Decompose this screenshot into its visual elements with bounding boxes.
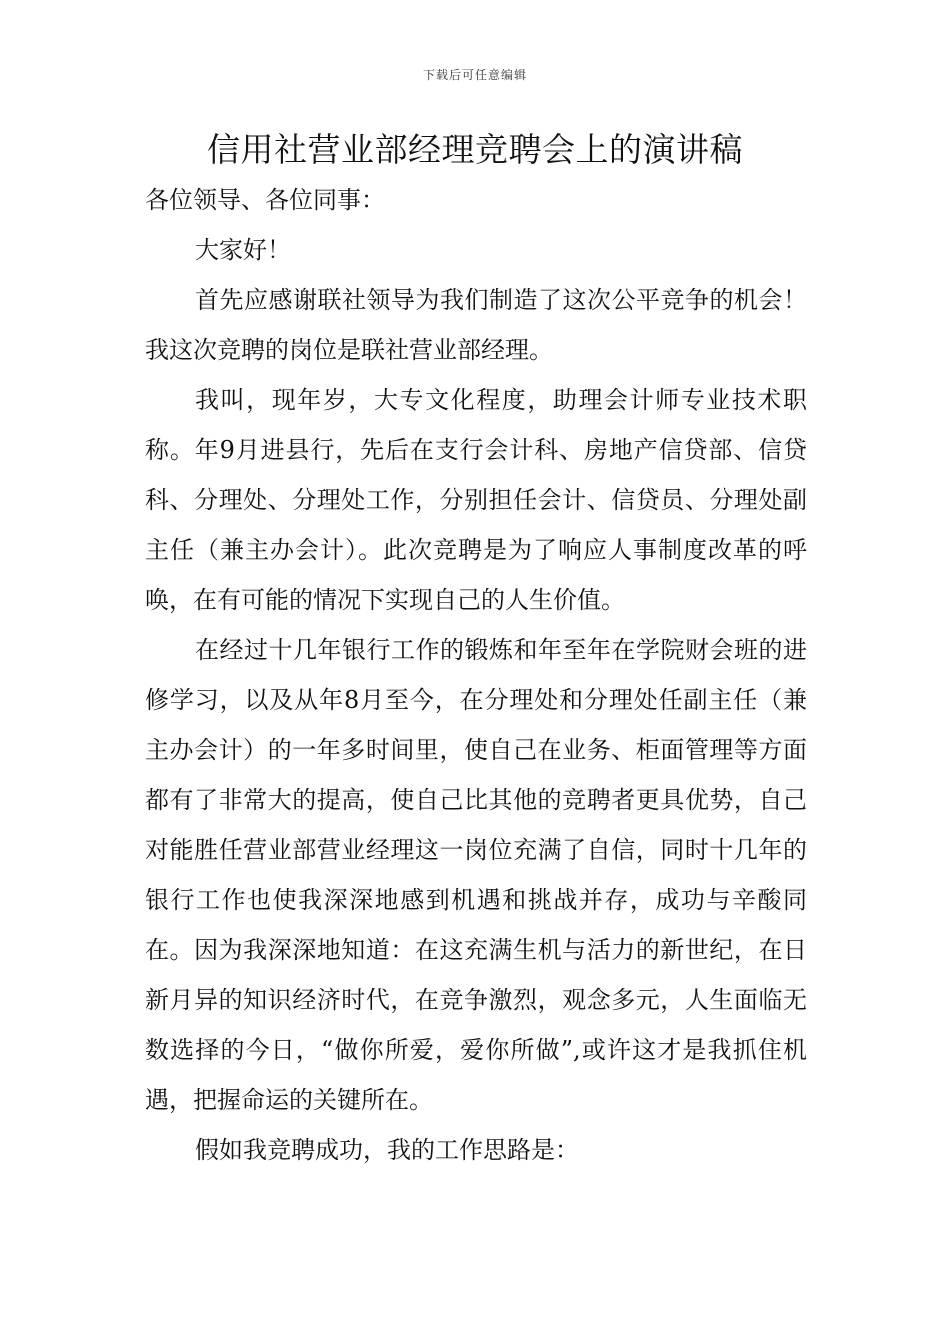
header-note: 下载后可任意编辑: [422, 68, 527, 82]
document-body: [145, 175, 807, 1175]
paragraph-work-plan: 假如我竞聘成功，我的工作思路是：: [195, 1136, 579, 1164]
paragraph-background: 我叫，现年岁，大专文化程度，助理会计师专业技术职称。年9月进县行，先后在支行会计科、房地产信贷部、信贷科、分理处、分理处工作，分别担任会计、信贷员、分理处副主任（兼主办会计）。此次竞聘是为了响应人事制度改革的呼唤，在有可能的情况下实现自己的人生价值。: [145, 386, 807, 614]
paragraph-thanks: 首先应感谢联社领导为我们制造了这次公平竞争的机会！我这次竞聘的岗位是联社营业部经理。: [145, 286, 807, 364]
document-title: 信用社营业部经理竞聘会上的演讲稿: [207, 130, 743, 169]
paragraph-experience: 在经过十几年银行工作的锻炼和年至年在学院财会班的进修学习，以及从年8月至今，在分理处和分理处任副主任（兼主办会计）的一年多时间里，使自己在业务、柜面管理等方面都有了非常大的提高，使自己比其他的竞聘者更具优势，自己对能胜任营业部营业经理这一岗位充满了自信，同时十几年的银行工作也使我深深地感到机遇和挑战并存，成功与辛酸同在。因为我深深地知道：在这充满生机与活力的新世纪，在日新月异的知识经济时代，在竞争激烈，观念多元，人生面临无数选择的今日，“做你所爱，爱你所做”,或许这才是我抓住机遇，把握命运的关键所在。: [145, 636, 807, 1114]
salutation: 各位领导、各位同事：: [145, 186, 385, 214]
paragraph-greeting: 大家好！: [195, 236, 291, 264]
